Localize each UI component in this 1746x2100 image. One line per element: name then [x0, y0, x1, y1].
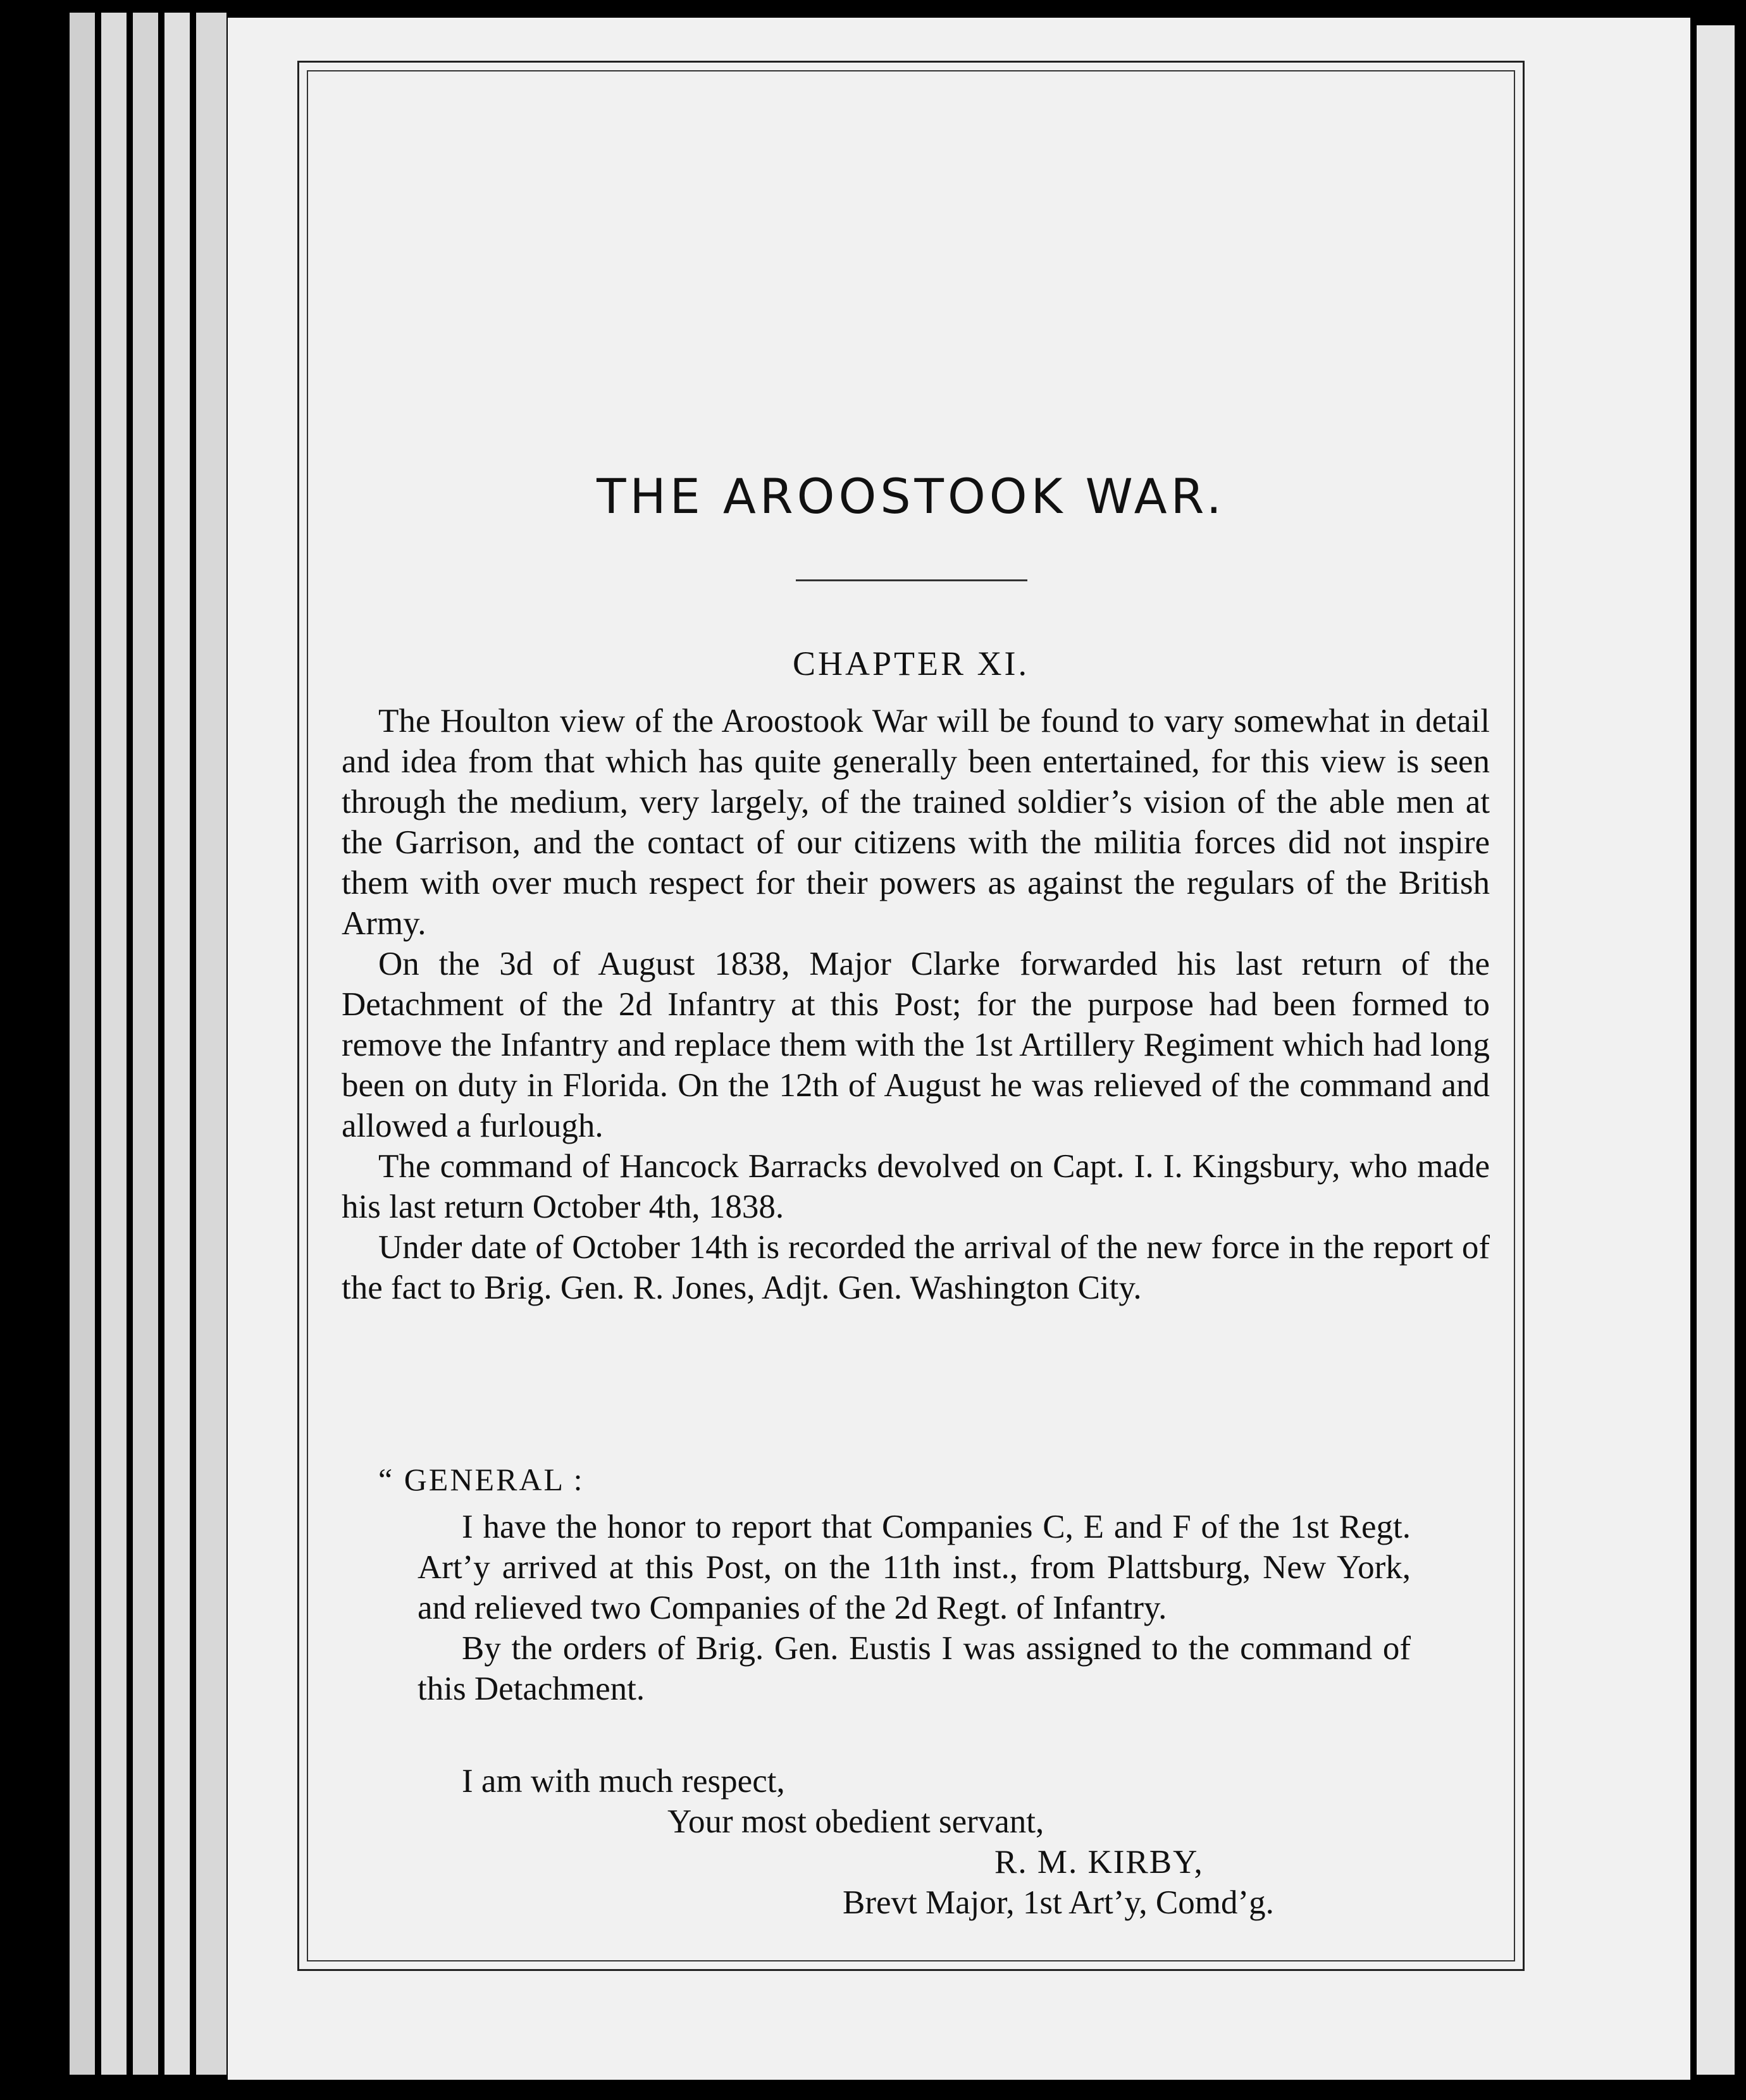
page-title: THE AROOSTOOK WAR.	[597, 468, 1225, 524]
letter-paragraph: By the orders of Brig. Gen. Eustis I was assigned to the command of this Detachment.	[418, 1630, 1411, 1707]
letter-salutation: “ GENERAL :	[378, 1462, 585, 1497]
book-edge-strip	[164, 13, 190, 2075]
paragraph: On the 3d of August 1838, Major Clarke forwarded his last return of the Detachment of the 2d Infantry at this Post; for the purpose had been formed to remove the Infantry and replace them with the 1st Artillery Regiment which had long been on duty in Florida. On the 12th of August he was relieved of the command and allowed a furlough.	[342, 946, 1490, 1144]
body-text	[342, 701, 1490, 1308]
book-edge-strip	[101, 13, 127, 2075]
book-edge-strip	[196, 13, 226, 2075]
chapter-heading: CHAPTER XI.	[792, 645, 1029, 682]
letter-body	[418, 1507, 1411, 1709]
letter-signature: R. M. KIRBY,	[994, 1844, 1204, 1881]
title-rule	[796, 579, 1027, 581]
letter-rank: Brevt Major, 1st Art’y, Comd’g.	[843, 1884, 1274, 1921]
letter-closing: I am with much respect,	[462, 1763, 785, 1800]
paragraph: The Houlton view of the Aroostook War will be found to vary somewhat in detail and idea from that which has quite generally been entertained, for this view is seen through the medium, very largely, of the trained soldier’s vision of the able men at the Garrison, and the contact of our citizens with the militia forces did not inspire them with over much respect for their powers as against the regulars of the British Army.	[342, 703, 1490, 942]
letter-paragraph: I have the honor to report that Companies C, E and F of the 1st Regt. Art’y arrived at this Post, on the 11th inst., from Plattsburg, New York, and relieved two Companies of the 2d Regt. of Infantry.	[418, 1509, 1411, 1626]
book-edge-strip	[133, 13, 158, 2075]
paragraph: The command of Hancock Barracks devolved on Capt. I. I. Kingsbury, who made his last return October 4th, 1838.	[342, 1148, 1490, 1225]
paragraph: Under date of October 14th is recorded the arrival of the new force in the report of the fact to Brig. Gen. R. Jones, Adjt. Gen. Washington City.	[342, 1229, 1490, 1306]
book-edge-strip	[70, 13, 95, 2075]
letter-servant-line: Your most obedient servant,	[667, 1803, 1044, 1840]
facing-page-edge	[1697, 25, 1735, 2075]
